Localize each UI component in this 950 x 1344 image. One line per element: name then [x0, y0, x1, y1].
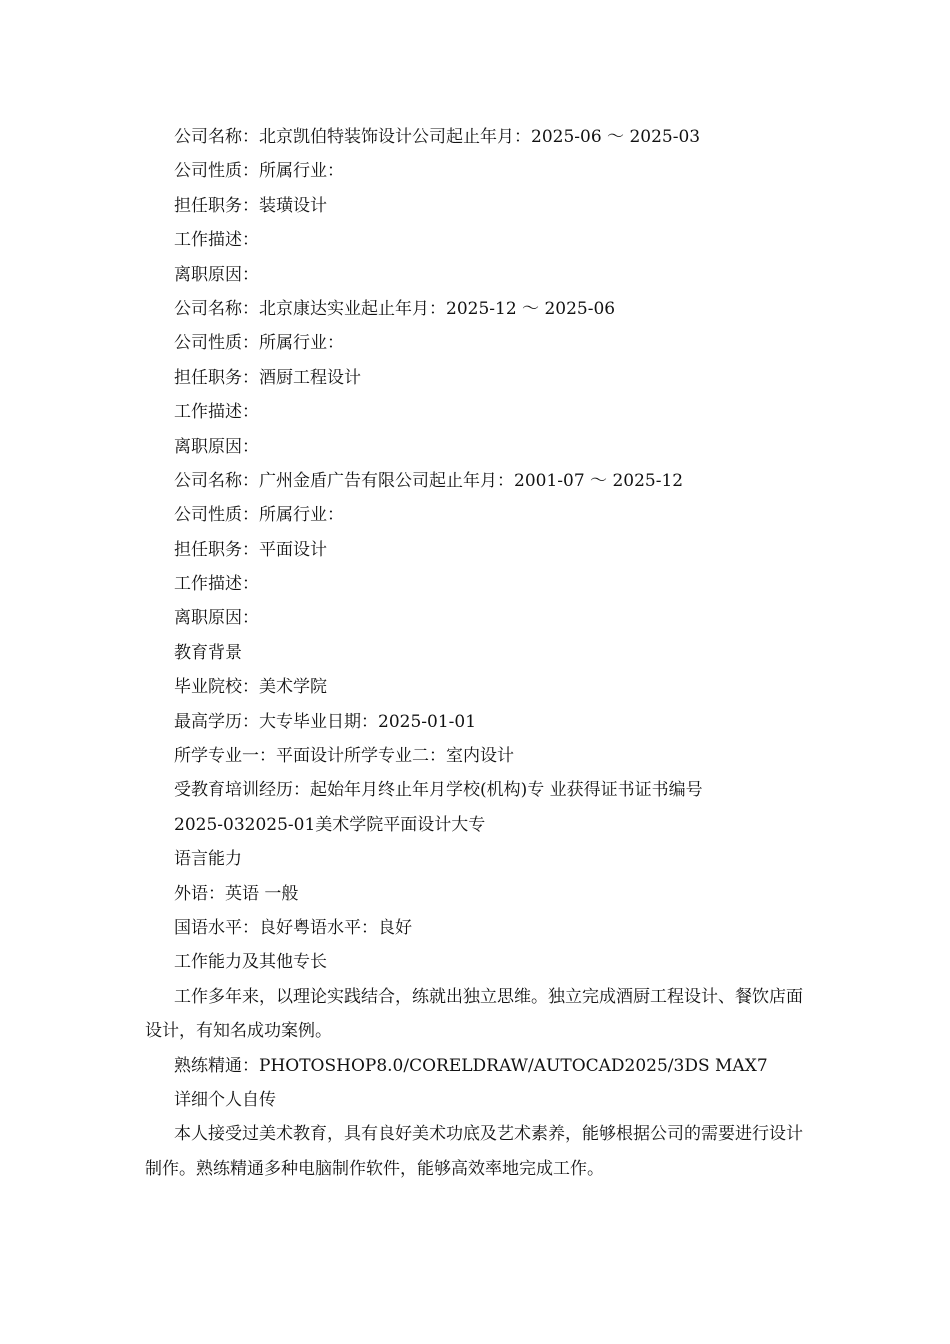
job3-nature: 公司性质：所属行业：	[174, 505, 344, 526]
self-intro-heading: 详细个人自传	[174, 1089, 276, 1110]
job1-company: 公司名称：北京凯伯特装饰设计公司起止年月：2025-06 ～ 2025-03	[174, 127, 701, 147]
job2-position: 担任职务：酒厨工程设计	[174, 367, 361, 388]
training-header: 受教育培训经历：起始年月终止年月学校(机构)专 业获得证书证书编号	[174, 780, 703, 801]
self-intro-paragraph: 本人接受过美术教育，具有良好美术功底及艺术素养，能够根据公司的需要进行设计制作。熟练精通多种电脑制作软件，能够高效率地完成工作。	[145, 1124, 803, 1179]
skills-line: 熟练精通：PHOTOSHOP8.0/CORELDRAW/AUTOCAD2025/3DS MAX7	[174, 1055, 768, 1076]
job2-description: 工作描述：	[174, 402, 259, 423]
education-heading: 教育背景	[174, 642, 242, 663]
job3-description: 工作描述：	[174, 574, 259, 595]
job1-position: 担任职务：装璜设计	[174, 195, 327, 216]
abilities-heading: 工作能力及其他专长	[174, 952, 327, 973]
highest-degree: 最高学历：大专毕业日期：2025-01-01	[174, 711, 477, 732]
graduate-school: 毕业院校：美术学院	[174, 677, 327, 698]
job3-company: 公司名称：广州金盾广告有限公司起止年月：2001-07 ～ 2025-12	[174, 470, 684, 491]
training-record: 2025-032025-01美术学院平面设计大专	[174, 814, 486, 835]
majors: 所学专业一：平面设计所学专业二：室内设计	[174, 746, 514, 767]
job1-leave-reason: 离职原因：	[174, 264, 259, 285]
mandarin-cantonese-level: 国语水平：良好粤语水平：良好	[174, 917, 412, 938]
job2-nature: 公司性质：所属行业：	[174, 333, 344, 354]
resume-body	[145, 120, 817, 1186]
job1-description: 工作描述：	[174, 230, 259, 251]
job1-nature: 公司性质：所属行业：	[174, 161, 344, 182]
job3-leave-reason: 离职原因：	[174, 608, 259, 629]
foreign-language: 外语：英语 一般	[174, 883, 299, 904]
abilities-paragraph: 工作多年来，以理论实践结合，练就出独立思维。独立完成酒厨工程设计、餐饮店面设计，有知名成功案例。	[145, 986, 803, 1042]
job2-leave-reason: 离职原因：	[174, 436, 259, 457]
language-heading: 语言能力	[174, 849, 242, 870]
job2-company: 公司名称：北京康达实业起止年月：2025-12 ～ 2025-06	[174, 298, 616, 319]
job3-position: 担任职务：平面设计	[174, 539, 327, 560]
